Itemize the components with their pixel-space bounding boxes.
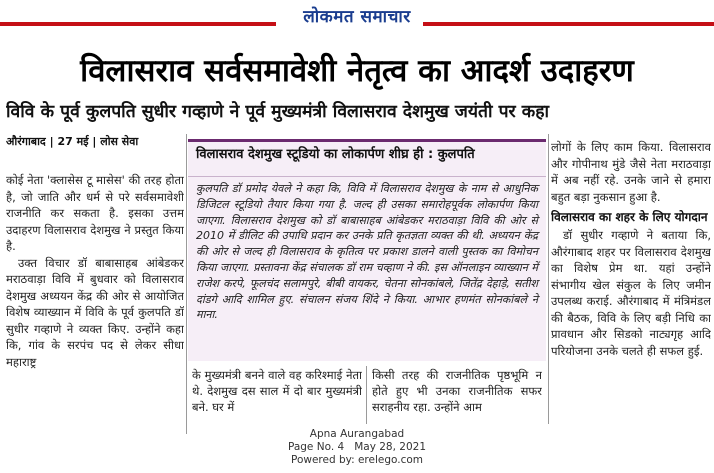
left-paragraph-1: कोई नेता 'क्लासेस टू मासेस' की तरह होता है, जो जाति और धर्म से परे सर्वसमावेशी राजनीति कर सकता है. इसका उत्तम उदाहरण विलासराव देशमुख ने प्रस्तुत किया है.	[6, 173, 184, 253]
footer-powered-by: Powered by: erelego.com	[290, 454, 424, 466]
left-paragraph-2: उक्त विचार डॉ बाबासाहब आंबेडकर मराठवाड़ा विवि में बुधवार को विलासराव देशमुख अध्ययन केंद्र की ओर से आयोजित विशेष व्याख्यान में विवि के पूर्व कुलपति डॉ सुधीर गव्हाणे ने व्यक्त किए. उन्होंने कहा कि, गांव के सरपंच पद से लेकर सीधा महाराष्ट्र	[6, 255, 184, 369]
studio-sidebar-box	[188, 139, 546, 361]
left-column	[6, 172, 184, 440]
bottom-column-2: किसी तरह की राजनीतिक पृष्ठभूमि न होते हुए भी उनका राजनीतिक सफर सराहनीय रहा. उन्होंने आम	[372, 368, 542, 414]
right-subheading: विलासराव का शहर के लिए योगदान	[551, 210, 708, 224]
footer-edition: Apna Aurangabad	[309, 428, 405, 440]
footer-date: May 28, 2021	[354, 441, 427, 453]
bottom-column-1: के मुख्यमंत्री बनने वाले वह करिश्माई नेता थे. देशमुख दस साल में दो बार मुख्यमंत्री बने. घर में	[192, 368, 362, 414]
right-column	[551, 139, 711, 421]
headline: विलासराव सर्वसमावेशी नेतृत्व का आदर्श उदाहरण	[80, 53, 634, 89]
right-body: डॉ सुधीर गव्हाणे ने बताया कि, औरंगाबाद शहर पर विलासराव देशमुख का विशेष प्रेम था. यहां उन्होंने संभागीय खेल संकुल के लिए जमीन उपलब्ध कराई. औरंगाबाद में मंत्रिमंडल की बैठक, विवि के लिए बड़ी निधि का प्रावधान और सिडको नाट्यगृह आदि परियोजना उनके चलते ही सफल हुई.	[551, 228, 711, 358]
headline-rule-right	[423, 22, 714, 26]
column-divider-left	[186, 134, 187, 434]
page-footer	[0, 428, 714, 467]
box-body: कुलपति डॉ प्रमोद येवले ने कहा कि, विवि में विलासराव देशमुख के नाम से आधुनिक डिजिटल स्टूडियो तैयार किया गया है. जल्द ही उसका समारोहपूर्वक लोकार्पण किया जाएगा. विलासराव देशमुख को डॉ बाबासाहब आंबेडकर मराठवाड़ा विवि की ओर से 2010 में डीलिट की उपाधि प्रदान कर उनके प्रति कृतज्ञता व्यक्त की थी. अध्ययन केंद्र की ओर से जल्द ही विलासराव के कृतित्व पर प्रकाश डालने वाली पुस्तक का विमोचन किया जाएगा. प्रस्तावना केंद्र संचालक डॉ राम चव्हाण ने की. इस ऑनलाइन व्याख्यान में राजेश करपे, फूलचंद सलामपुरे, बीबी वायकर, चेतना सोनकांबले, जितेंद्र देहाड़े, सतीश दांडगे आदि शामिल हुए. संचालन संजय शिंदे ने किया. आभार हणमंत सोनकांबले ने माना.	[196, 182, 538, 322]
subheadline: विवि के पूर्व कुलपति सुधीर गव्हाणे ने पूर्व मुख्यमंत्री विलासराव देशमुख जयंती पर कहा	[6, 102, 550, 122]
column-divider-bottom	[366, 366, 367, 424]
footer-page-date	[0, 441, 714, 454]
headline-rule-left	[0, 22, 276, 26]
right-intro: लोगों के लिए काम किया. विलासराव और गोपीनाथ मुंडे जैसे नेता मराठवाड़ा में अब नहीं रहे. उनके जाने से हमारा बहुत बड़ा नुकसान हुआ है.	[551, 140, 711, 204]
column-divider-right	[548, 134, 549, 424]
newspaper-masthead: लोकमत समाचार	[303, 7, 411, 27]
box-title: विलासराव देशमुख स्टूडियो का लोकार्पण शीघ्र ही : कुलपति	[188, 142, 546, 177]
dateline: औरंगाबाद | 27 मई | लोस सेवा	[6, 135, 139, 148]
footer-page: Page No. 4	[287, 441, 345, 453]
